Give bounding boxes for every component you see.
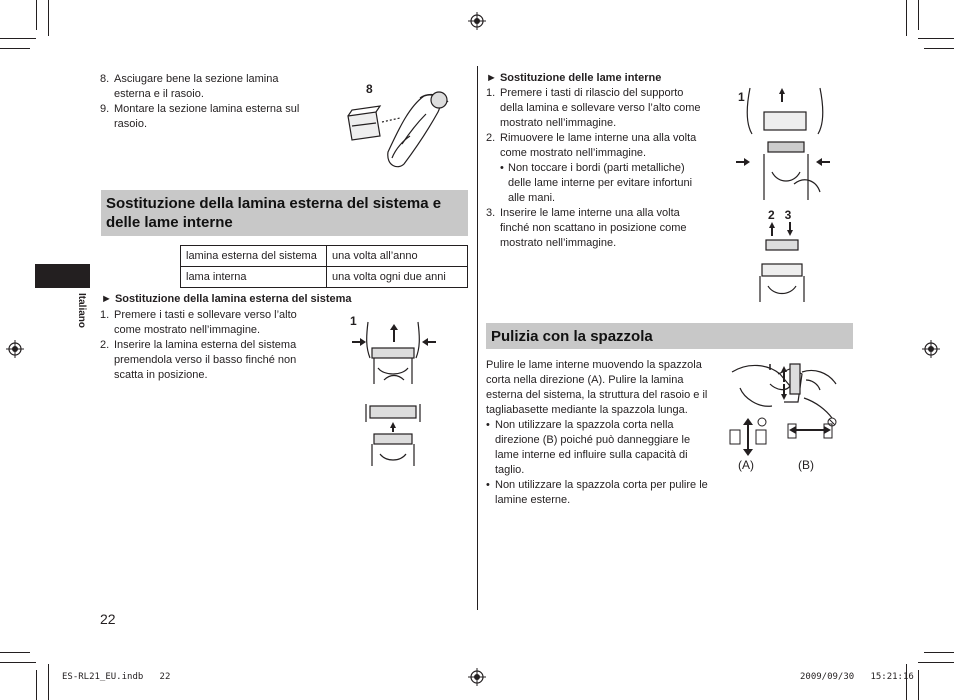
list-item: 1. Premere i tasti di rilascio del supporto della lamina e sollevare verso l’alto come mostrato nell’immagine. (486, 87, 701, 129)
list-item: 3. Inserire le lame interne una alla volta finché non scattano in posizione come mostrato nell’immagine. (486, 207, 687, 249)
table-cell: una volta ogni due anni (327, 267, 468, 288)
bullet-item: • Non utilizzare la spazzola corta nella direzione (B) poiché può danneggiare le lame interne ed influire sulla capacità di taglio. (486, 419, 691, 476)
sub-heading: ► Sostituzione della lamina esterna del sistema (101, 293, 352, 305)
table-cell: lamina esterna del sistema (181, 246, 327, 267)
bullet-item: • Non utilizzare la spazzola corta per pulire le lamine esterne. (486, 479, 708, 506)
crop-mark (48, 0, 49, 36)
crop-mark (48, 664, 49, 700)
steps-top (100, 72, 310, 132)
footer-file: ES-RL21_EU.indb 22 (62, 672, 171, 682)
section-header (486, 323, 853, 349)
page-number: 22 (100, 611, 116, 627)
direction-b-icon (786, 416, 838, 448)
crop-mark (918, 0, 919, 30)
label-a: (A) (738, 458, 754, 472)
figure-label: 1 (738, 90, 745, 104)
crop-mark (918, 662, 954, 663)
list-item: 1. Premere i tasti e sollevare verso l’alto come mostrato nell’immagine. (100, 309, 297, 336)
paragraph: Pulire le lame interne muovendo la spazzola corta nella direzione (A). Pulire la lamina esterna del sistema, la struttura del rasoio e il tagliabasette mediante la spazzola lunga. (486, 359, 708, 416)
crop-mark (0, 48, 30, 49)
foil-insert-illustration (362, 402, 426, 468)
crop-mark (906, 0, 907, 36)
steps-list (100, 308, 310, 383)
figure-label: 8 (366, 82, 373, 96)
inner-blade-illustration (752, 220, 812, 304)
table-cell: lama interna (181, 267, 327, 288)
crop-mark (0, 662, 36, 663)
table-row (181, 267, 468, 288)
figure-label: 1 (350, 314, 357, 328)
cleaning-instructions (486, 358, 708, 508)
column-divider (477, 66, 478, 610)
crop-mark (36, 0, 37, 30)
crop-mark (0, 652, 30, 653)
registration-mark-icon (6, 340, 24, 358)
direction-a-icon (728, 416, 768, 458)
crop-mark (918, 670, 919, 700)
list-item: 2. Rimuovere le lame interne una alla volta come mostrato nell’immagine. (486, 132, 697, 159)
footer-datetime: 2009/09/30 15:21:16 (800, 672, 914, 682)
crop-mark (0, 38, 36, 39)
list-item: 8. Asciugare bene la sezione lamina esterna e il rasoio. (100, 73, 279, 100)
list-item: 9. Montare la sezione lamina esterna sul rasoio. (100, 103, 300, 130)
crop-mark (36, 670, 37, 700)
replacement-schedule-table (180, 245, 468, 288)
figure-label: 2 3 (768, 208, 792, 222)
steps-list (486, 86, 708, 251)
registration-mark-icon (468, 668, 486, 686)
bullet-item: • Non toccare i bordi (parti metalliche) delle lame interne per evitare infortuni alle mani. (500, 162, 693, 204)
brush-cleaning-illustration (728, 358, 840, 420)
crop-mark (918, 38, 954, 39)
registration-mark-icon (922, 340, 940, 358)
section-title: Pulizia con la spazzola (491, 328, 653, 345)
table-row (181, 246, 468, 267)
foil-removal-illustration (348, 318, 440, 388)
crop-mark (924, 652, 954, 653)
list-item: 2. Inserire la lamina esterna del sistema premendola verso il basso finché non scatta in posizione. (100, 339, 297, 381)
language-label: Italiano (76, 293, 87, 329)
table-cell: una volta all’anno (327, 246, 468, 267)
blade-holder-release-illustration (734, 84, 834, 202)
section-header (101, 190, 468, 236)
crop-mark (906, 664, 907, 700)
crop-mark (924, 48, 954, 49)
label-b: (B) (798, 458, 814, 472)
shaver-assembly-illustration (340, 86, 462, 172)
language-tab (35, 264, 90, 288)
sub-heading: ► Sostituzione delle lame interne (486, 72, 662, 84)
registration-mark-icon (468, 12, 486, 30)
section-title: Sostituzione della lamina esterna del sistema e delle lame interne (106, 195, 442, 231)
